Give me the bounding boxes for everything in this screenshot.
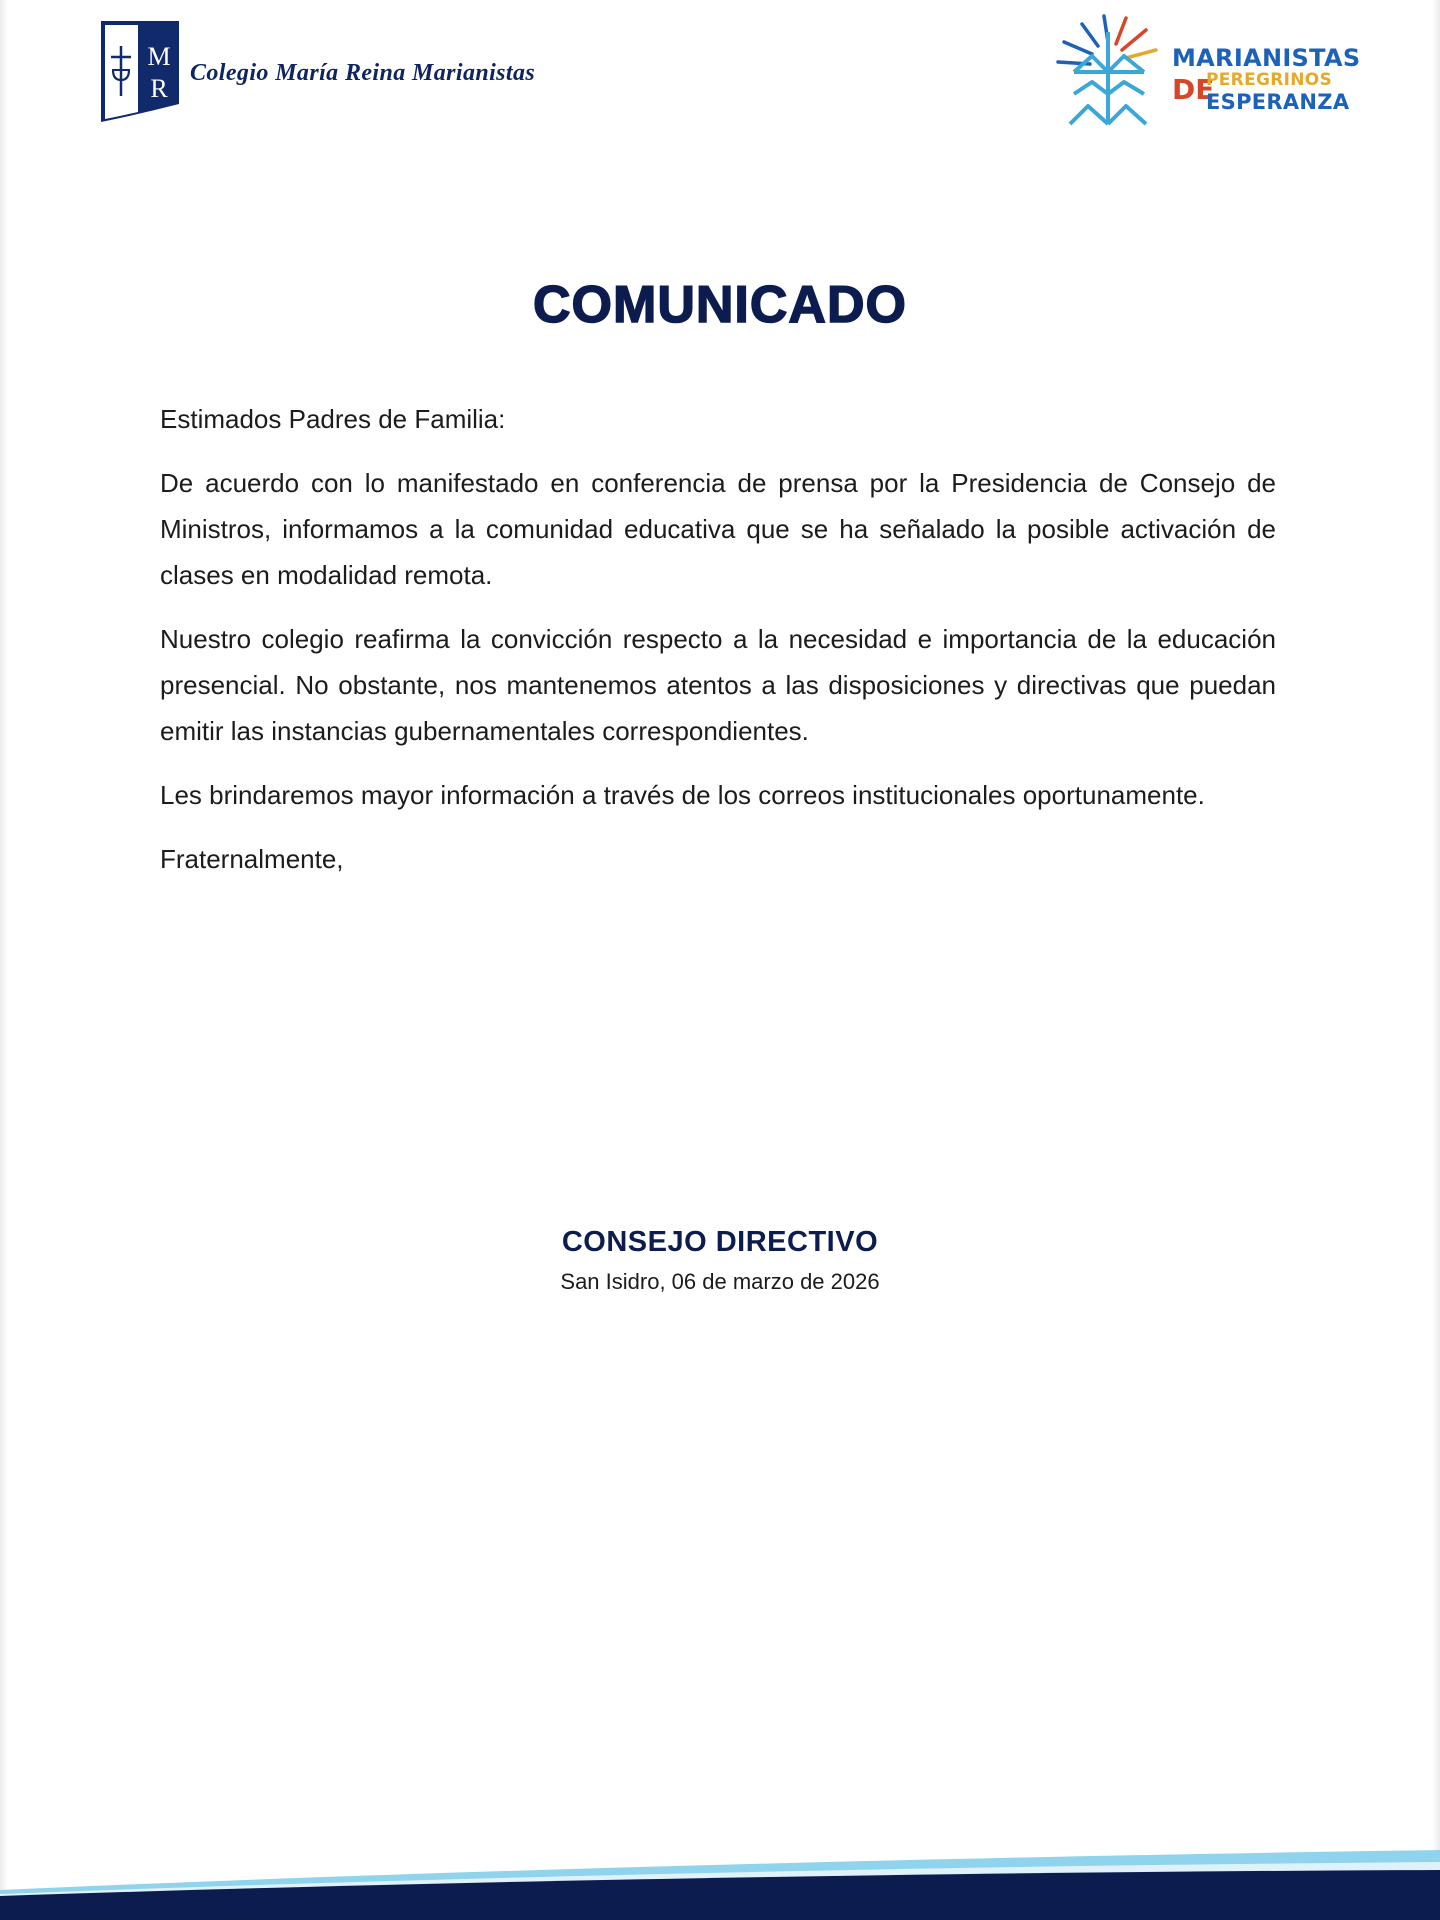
signature-name: CONSEJO DIRECTIVO [561,1226,879,1258]
footer-wave [0,1810,1440,1920]
monogram-m: M [147,42,171,71]
closing: Fraternalmente, [160,844,344,874]
paragraph-3: Les brindaremos mayor información a través de los correos institucionales oportunamente. [160,780,1205,810]
signature-block [0,1226,1440,1295]
school-shield [100,20,180,122]
paragraph-2: Nuestro colegio reafirma la convicción respecto a la necesidad e importancia de la educación presencial. No obstante, nos mantenemos atentos a las disposiciones y directivas que puedan emitir las instancias gubernamentales correspondientes. [160,624,1276,746]
school-name: Colegio María Reina Marianistas [190,59,536,86]
paragraph-1: De acuerdo con lo manifestado en conferencia de prensa por la Presidencia de Consejo de Ministros, informamos a la comunidad educativa que se ha señalado la posible activación de clases en modalidad remota. [160,468,1276,590]
document-body [160,396,1276,900]
campaign-row [1172,70,1360,116]
campaign-text [1172,46,1360,116]
school-logo [100,20,535,122]
campaign-line-marianistas: MARIANISTAS [1172,44,1361,72]
campaign-line-esperanza: ESPERANZA [1206,90,1350,114]
sunburst-cross-icon [1052,12,1164,130]
monogram-r: R [150,74,168,103]
signature-place-date: San Isidro, 06 de marzo de 2026 [560,1269,880,1294]
greeting: Estimados Padres de Familia: [160,404,506,434]
document-title: COMUNICADO [533,275,907,334]
cross-icon [106,46,136,96]
campaign-logo [1052,12,1361,132]
campaign-line-de: DE [1172,73,1215,106]
campaign-line-peregrinos: PEREGRINOS [1206,70,1333,90]
